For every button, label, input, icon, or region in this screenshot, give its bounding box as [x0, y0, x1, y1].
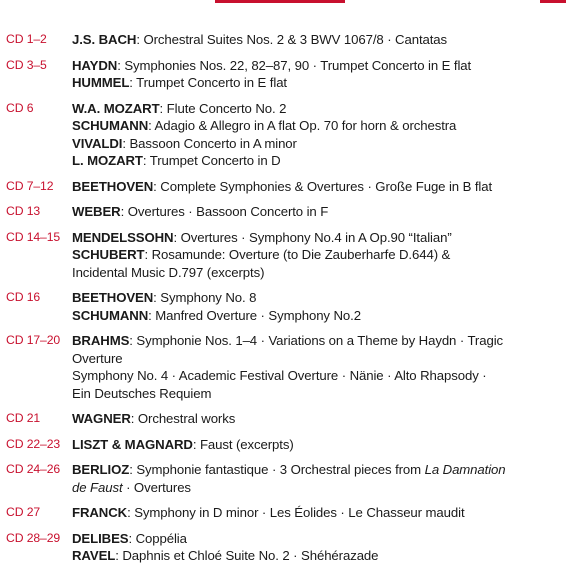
cd-works	[72, 332, 566, 402]
work-line	[72, 479, 566, 497]
composer-name: RAVEL	[72, 548, 116, 563]
cd-works	[72, 203, 566, 221]
work-line	[72, 436, 566, 454]
cd-number: CD 13	[6, 204, 41, 218]
work-line	[72, 350, 566, 368]
work-line	[72, 203, 566, 221]
work-text: · Overtures	[122, 479, 191, 495]
cd-works	[72, 229, 566, 282]
cd-works	[72, 436, 566, 454]
cd-works	[72, 178, 566, 196]
work-text: Symphony No. 4 · Academic Festival Overture · Nänie · Alto Rhapsody ·	[72, 368, 487, 383]
composer-name: SCHUBERT	[72, 247, 145, 262]
work-text: : Symphonie Nos. 1–4 · Variations on a Theme by Haydn · Tragic	[129, 333, 504, 348]
work-line	[72, 307, 566, 325]
work-line	[72, 547, 566, 565]
work-line	[72, 229, 566, 247]
cd-works	[72, 57, 566, 92]
cd-number: CD 6	[6, 100, 34, 115]
cd-number: CD 21	[6, 411, 41, 425]
composer-name: FRANCK	[72, 505, 128, 520]
work-line	[72, 289, 566, 307]
work-text: : Flute Concerto No. 2	[159, 100, 287, 116]
work-text: : Overtures · Symphony No.4 in A Op.90 “Italian”	[173, 229, 452, 245]
work-line	[72, 461, 566, 479]
cd-entry	[6, 504, 566, 522]
work-line	[72, 246, 566, 264]
work-text: : Faust (excerpts)	[192, 436, 294, 452]
cd-works	[72, 461, 566, 496]
cd-works	[72, 530, 566, 565]
composer-name: SCHUMANN	[72, 118, 149, 133]
work-line	[72, 31, 566, 49]
work-text: Overture	[72, 350, 123, 366]
work-text: : Coppélia	[128, 530, 187, 546]
work-text: : Symphony in D minor · Les Éolides · Le Chasseur maudit	[127, 505, 465, 520]
cd-number: CD 28–29	[6, 530, 61, 545]
cd-track-listing	[6, 31, 566, 573]
work-text: : Overtures · Bassoon Concerto in F	[120, 204, 329, 219]
cd-works	[72, 504, 566, 522]
work-text: : Manfred Overture · Symphony No.2	[148, 307, 361, 323]
work-text: : Trumpet Concerto in E flat	[129, 75, 287, 90]
work-line	[72, 504, 566, 522]
composer-name: BEETHOVEN	[72, 178, 154, 194]
work-text: : Complete Symphonies & Overtures · Große Fuge in B flat	[153, 178, 493, 194]
work-text: Ein Deutsches Requiem	[72, 385, 212, 401]
cd-entry	[6, 461, 566, 496]
header-accent-bar	[215, 0, 345, 3]
cd-number: CD 7–12	[6, 178, 54, 193]
cd-number: CD 22–23	[6, 436, 61, 451]
work-text: : Orchestral Suites Nos. 2 & 3 BWV 1067/8 · Cantatas	[136, 32, 448, 47]
work-line	[72, 410, 566, 428]
work-line	[72, 530, 566, 548]
work-title-italic: La Damnation	[424, 462, 506, 477]
cd-number: CD 16	[6, 290, 41, 304]
cd-entry	[6, 178, 566, 196]
work-text: : Orchestral works	[130, 411, 236, 426]
composer-name: HUMMEL	[72, 75, 130, 90]
work-line	[72, 264, 566, 282]
cd-entry	[6, 31, 566, 49]
cd-number: CD 3–5	[6, 57, 47, 72]
composer-name: LISZT & MAGNARD	[72, 436, 193, 452]
cd-entry	[6, 332, 566, 402]
work-line	[72, 57, 566, 75]
work-line	[72, 367, 566, 385]
cd-entry	[6, 100, 566, 170]
composer-name: WAGNER	[72, 411, 131, 426]
work-line	[72, 117, 566, 135]
composer-name: BERLIOZ	[72, 462, 130, 477]
cd-entry	[6, 289, 566, 324]
composer-name: HAYDN	[72, 57, 118, 73]
composer-name: BEETHOVEN	[72, 290, 154, 305]
header-accent-bar-right	[540, 0, 566, 3]
cd-entry	[6, 436, 566, 454]
work-text: : Adagio & Allegro in A flat Op. 70 for horn & orchestra	[148, 118, 457, 133]
cd-entry	[6, 530, 566, 565]
work-text: : Bassoon Concerto in A minor	[122, 135, 297, 151]
work-text: : Daphnis et Chloé Suite No. 2 · Shéhérazade	[115, 548, 379, 563]
cd-works	[72, 289, 566, 324]
work-line	[72, 74, 566, 92]
composer-name: BRAHMS	[72, 333, 130, 348]
cd-number: CD 1–2	[6, 32, 47, 46]
cd-number: CD 14–15	[6, 229, 61, 244]
work-text: Incidental Music D.797 (excerpts)	[72, 264, 265, 280]
composer-name: DELIBES	[72, 530, 129, 546]
composer-name: SCHUMANN	[72, 307, 149, 323]
composer-name: J.S. BACH	[72, 32, 137, 47]
work-text: : Trumpet Concerto in D	[142, 153, 281, 168]
cd-number: CD 27	[6, 505, 41, 519]
cd-number: CD 17–20	[6, 333, 61, 347]
cd-works	[72, 410, 566, 428]
cd-works	[72, 31, 566, 49]
cd-entry	[6, 57, 566, 92]
work-line	[72, 385, 566, 403]
composer-name: WEBER	[72, 204, 121, 219]
cd-entry	[6, 229, 566, 282]
work-title-italic: de Faust	[72, 479, 123, 495]
cd-entry	[6, 410, 566, 428]
work-text: : Symphony No. 8	[153, 290, 257, 305]
work-line	[72, 178, 566, 196]
composer-name: VIVALDI	[72, 135, 123, 151]
composer-name: W.A. MOZART	[72, 100, 160, 116]
work-text: : Symphonies Nos. 22, 82–87, 90 · Trumpet Concerto in E flat	[117, 57, 472, 73]
cd-number: CD 24–26	[6, 462, 61, 476]
cd-entry	[6, 203, 566, 221]
work-line	[72, 135, 566, 153]
composer-name: L. MOZART	[72, 153, 143, 168]
work-line	[72, 332, 566, 350]
work-line	[72, 100, 566, 118]
work-text: : Symphonie fantastique · 3 Orchestral pieces from	[129, 462, 425, 477]
cd-works	[72, 100, 566, 170]
work-line	[72, 152, 566, 170]
work-text: : Rosamunde: Overture (to Die Zauberharfe D.644) &	[144, 247, 451, 262]
composer-name: MENDELSSOHN	[72, 229, 174, 245]
